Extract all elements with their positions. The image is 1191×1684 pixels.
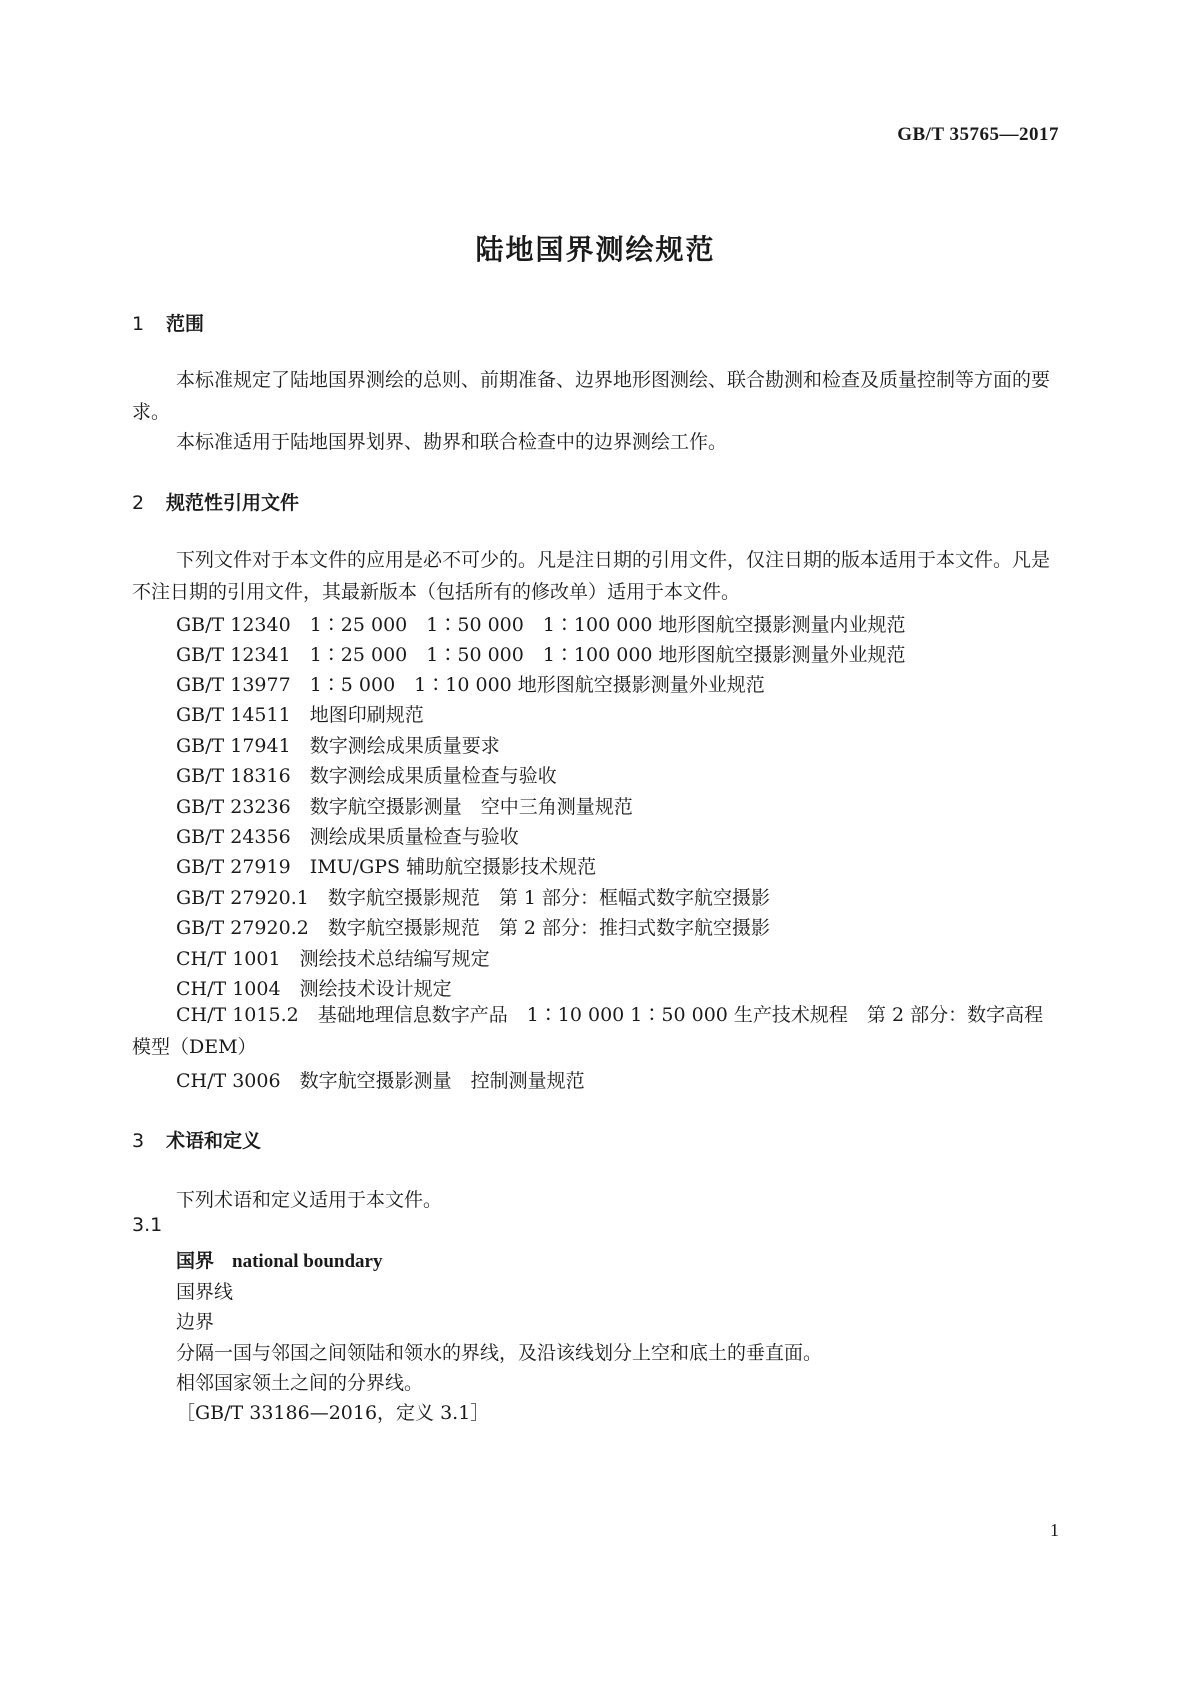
reference-item: CH/T 1004 测绘技术设计规定 [176,978,452,1000]
section-3-intro: 下列术语和定义适用于本文件。 [176,1189,443,1211]
reference-item: GB/T 17941 数字测绘成果质量要求 [176,735,500,757]
term-zh: 国界 [176,1250,215,1272]
section-1-heading [132,309,204,336]
section-2-number: 2 [132,492,145,514]
term-en: national boundary [232,1251,383,1272]
page-number: 1 [1050,1520,1059,1540]
section-2-title: 规范性引用文件 [166,492,300,514]
reference-item: GB/T 24356 测绘成果质量检查与验收 [176,826,519,848]
section-2-heading [132,488,299,515]
section-1-paragraph-1 [132,364,1060,428]
document-title: 陆地国界测绘规范 [475,233,716,266]
reference-item: GB/T 27919 IMU/GPS 辅助航空摄影技术规范 [176,856,597,878]
section-1-number: 1 [132,313,145,335]
section-1-paragraph-2-text: 本标准适用于陆地国界划界、勘界和联合检查中的边界测绘工作。 [176,431,728,453]
reference-item-wrapped-text: CH/T 1015.2 基础地理信息数字产品 1∶10 000 1∶50 000 生产技术规程 第 2 部分：数字高程模型（DEM） [132,1004,1044,1058]
section-3-heading [132,1126,261,1153]
term-definition: 分隔一国与邻国之间领陆和领水的界线，及沿该线划分上空和底土的垂直面。 [176,1342,823,1364]
reference-item: GB/T 27920.2 数字航空摄影规范 第 2 部分：推扫式数字航空摄影 [176,917,770,939]
term-alternative: 边界 [176,1311,215,1333]
term-source: ［GB/T 33186—2016，定义 3.1］ [176,1402,490,1424]
section-1-paragraph-2 [132,426,1060,458]
reference-item: CH/T 1001 测绘技术总结编写规定 [176,948,490,970]
reference-item: GB/T 23236 数字航空摄影测量 空中三角测量规范 [176,796,633,818]
reference-item: GB/T 27920.1 数字航空摄影规范 第 1 部分：框幅式数字航空摄影 [176,887,770,909]
section-2-intro-text: 下列文件对于本文件的应用是必不可少的。凡是注日期的引用文件，仅注日期的版本适用于本文件。凡是不注日期的引用文件，其最新版本（包括所有的修改单）适用于本文件。 [132,549,1051,603]
standard-number: GB/T 35765—2017 [897,124,1059,145]
reference-item: GB/T 13977 1∶5 000 1∶10 000 地形图航空摄影测量外业规范 [176,674,765,696]
section-3-number: 3 [132,1130,145,1152]
term-alternative: 国界线 [176,1281,234,1303]
reference-item-wrapped [132,999,1060,1063]
section-1-title: 范围 [166,313,205,335]
reference-item: GB/T 18316 数字测绘成果质量检查与验收 [176,765,557,787]
term-definition: 相邻国家领土之间的分界线。 [176,1372,424,1394]
section-2-intro [132,544,1060,608]
reference-item: CH/T 3006 数字航空摄影测量 控制测量规范 [176,1070,585,1092]
reference-item: GB/T 12340 1∶25 000 1∶50 000 1∶100 000 地形图航空摄影测量内业规范 [176,614,906,636]
section-1-paragraph-1-text: 本标准规定了陆地国界测绘的总则、前期准备、边界地形图测绘、联合勘测和检查及质量控制等方面的要求。 [132,369,1051,423]
term-heading [176,1246,383,1273]
section-3-title: 术语和定义 [166,1130,262,1152]
reference-item: GB/T 12341 1∶25 000 1∶50 000 1∶100 000 地形图航空摄影测量外业规范 [176,644,906,666]
term-number: 3.1 [132,1214,163,1236]
reference-item: GB/T 14511 地图印刷规范 [176,704,424,726]
